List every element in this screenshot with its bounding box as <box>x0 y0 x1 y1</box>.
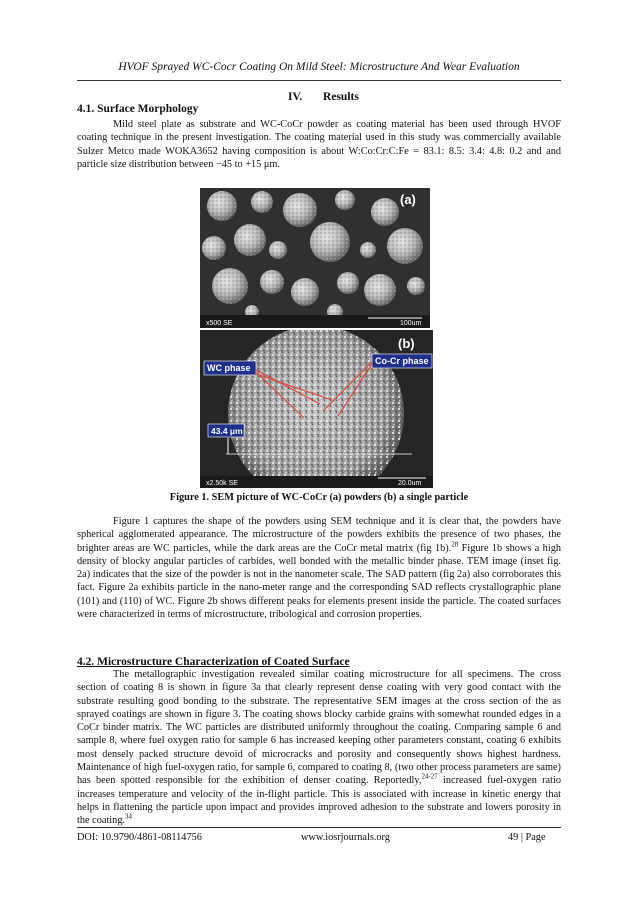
panel-a-scale: 100um <box>400 320 422 327</box>
citation-24-27: 24-27 <box>421 772 438 781</box>
particle-micrograph <box>200 330 433 488</box>
citation-34: 34 <box>125 812 133 821</box>
paragraph-microstructure-part-b: increased fuel-oxygen ratio increases temperature and velocity of the in-flight particle. This is associated with increase in kinetic energy that helps in flattening the particle upon impact and provides improved adhesion to the substrate and lowers porosity in the coating. <box>77 775 562 827</box>
paragraph-figure-discussion-part-a: Figure 1 captures the shape of the powders using SEM technique and it is clear that, the powders have spherical agglomerated appearance. The microstructure of the powders exhibits the presence of two phases, the brighter areas are WC particles, while the dark areas are the CoCr metal matrix (fig 1b). <box>77 516 561 554</box>
panel-b-label: (b) <box>398 336 415 351</box>
figure-caption: Figure 1. SEM picture of WC-CoCr (a) powders (b) a single particle <box>169 492 469 503</box>
header-rule <box>77 80 561 81</box>
diameter-label: 43.4 μm <box>211 426 243 436</box>
footer-rule <box>77 827 561 828</box>
citation-28: 28 <box>451 540 459 549</box>
subsection-heading-microstructure: 4.2. Microstructure Characterization of Coated Surface <box>77 656 350 668</box>
subsection-heading-surface-morphology: 4.1. Surface Morphology <box>77 103 199 115</box>
panel-b-scale: 20.0um <box>398 480 422 487</box>
paragraph-figure-discussion-part-b: Figure 1b shows a high density of blocky angular particles of carbides, well bonded with the metallic binder phase. TEM image (inset fig. 2a) indicates that the size of the powder is not in the nanometer scale. The SAD pattern (fig 2a) also corroborates this fact. Figure 2a exhibits particle in the nano-meter range and the corresponding SAD reflects crystallographic plane (101) and (110) of WC. Figure 2b shows different peaks for elements present inside the particle. The coated surfaces were characterized in terms of microstructure, tribological and corrosion properties. <box>77 542 561 621</box>
wc-phase-label: WC phase <box>207 363 251 373</box>
paragraph-microstructure-part-a: The metallographic investigation revealed similar coating microstructure for all specimens. The cross section of coating 8 is shown in figure 3a that clearly represent dense coating with very good contact with the substrate resulting good bonding to the substrate. The representative SEM images at the cross section of the as sprayed coatings are shown in figure 3. The coating shows blocky carbide grains with somewhat rounded edges in a CoCr binder matrix. The WC particles are distributed uniformly throughout the coating. Comparing sample 6 and sample 8, where fuel oxygen ratio for sample 6 has increased keeping other parameters constant, coating 6 exhibits most densely packed structure devoid of microcracks and porosity and consequently shows highest hardness. Maintenance of high fuel-oxygen ratio, for sample 6, compared to coating 8, (two other process parameters are same) has been spotted responsible for the exhibition of denser coating. Reportedly, <box>77 669 561 787</box>
sem-image-powders <box>200 188 430 328</box>
footer-doi: DOI: 10.9790/4861-08114756 <box>77 832 202 843</box>
footer-website: www.iosrjournals.org <box>301 832 390 843</box>
panel-a-label: (a) <box>400 192 416 207</box>
cocr-phase-label: Co-Cr phase <box>375 356 429 366</box>
section-heading: IV. Results <box>288 91 359 103</box>
running-head: HVOF Sprayed WC-Cocr Coating On Mild Steel: Microstructure And Wear Evaluation <box>118 61 520 73</box>
paragraph-materials: Mild steel plate as substrate and WC-CoCr powder as coating material has been used through HVOF coating technique in the present investigation. The coating material used in this study was commercially available Sulzer Metco made WOKA3652 having composition is about W:Co:Cr:C:Fe = 83.1: 8.5: 3.4: 4.8: 0.2 and and particle size distribution between −45 to +15 μm. <box>77 119 561 170</box>
powders-micrograph <box>200 188 430 328</box>
footer-page-number: 49 | Page <box>508 832 546 843</box>
panel-b-magnification: x2.50k SE <box>206 480 238 487</box>
paragraph-figure-discussion <box>77 515 561 621</box>
sem-image-single-particle <box>200 330 433 488</box>
paragraph-microstructure <box>77 668 561 828</box>
panel-a-magnification: x500 SE <box>206 320 233 327</box>
